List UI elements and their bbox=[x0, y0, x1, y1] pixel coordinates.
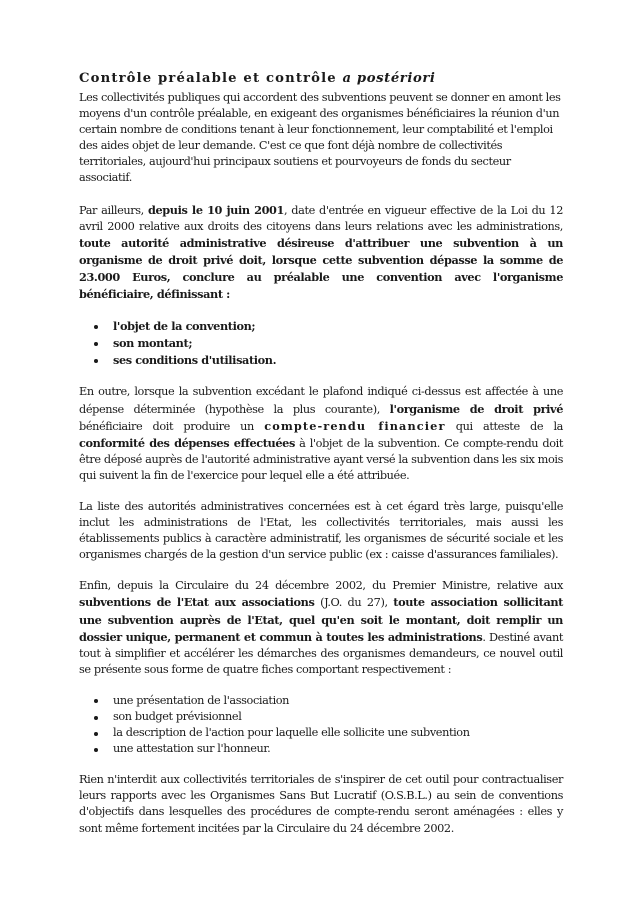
title-italic: a postériori bbox=[342, 71, 436, 86]
list-item: une présentation de l'association bbox=[113, 693, 563, 709]
p5-subventions-bold: subventions de l'Etat aux associations bbox=[79, 595, 315, 610]
p3-organisme-bold: l'organisme de droit privé bbox=[389, 401, 563, 416]
list-item: son budget prévisionnel bbox=[113, 709, 563, 725]
convention-list bbox=[79, 318, 563, 369]
paragraph-conclusion: Rien n'interdit aux collectivités territoriales de s'inspirer de cet outil pour contractualiser leurs rapports avec les Organismes Sans But Lucratif (O.S.B.L.) au sein de conventions d'objectifs dans lesquelles des procédures de compte-rendu seront aménagées : elles y sont même fortement incitées par la Circulaire du 24 décembre 2002. bbox=[79, 773, 563, 835]
list-item: l'objet de la convention; bbox=[113, 318, 563, 335]
fiches-list bbox=[79, 693, 563, 757]
list-item: ses conditions d'utilisation. bbox=[113, 352, 563, 369]
list-item: la description de l'action pour laquelle elle sollicite une subvention bbox=[113, 725, 563, 741]
p5-dossier-bold: toute association sollicitant une subvention auprès de l'Etat, quel qu'en soit le montant, doit remplir un dossier unique, permanent et commun à toutes les administrations bbox=[79, 595, 563, 644]
paragraph-compte-rendu: En outre, lorsque la subvention excédant le plafond indiqué ci-dessus est affectée à une dépense déterminée (hypothèse la plus courante), l'organisme de droit privé bénéficiaire doit produire un compte-rendu financier qui atteste de la conformité des dépenses effectuées à l'objet de la subvention. Ce compte-rendu doit être déposé auprès de l'autorité administrative ayant versé la subvention dans les six mois qui suivent la fin de l'exercice pour lequel elle a été attribuée. bbox=[79, 385, 564, 482]
paragraph-circulaire: Enfin, depuis la Circulaire du 24 décembre 2002, du Premier Ministre, relative aux subventions de l'Etat aux associations (J.O. du 27), toute association sollicitant une subvention auprès de l'Etat, quel qu'en soit le montant, doit remplir un dossier unique, permanent et commun à toutes les administrations. Destiné avant tout à simplifier et accélérer les démarches des organismes demandeurs, ce nouvel outil se présente sous forme de quatre fiches comportant respectivement : bbox=[79, 579, 563, 676]
p2-text-c: , date d'entrée en vigueur effective de la Loi du 12 avril 2000 relative aux droits des citoyens dans leurs relations avec les administrations, bbox=[79, 203, 564, 233]
title-main: Contrôle préalable et contrôle bbox=[79, 71, 343, 86]
paragraph-autorites: La liste des autorités administratives concernées est à cet égard très large, puisqu'elle inclut les administrations de l'Etat, les collectivités territoriales, mais aussi les établissements publics à caractère administratif, les organismes de sécurité sociale et les organismes chargés de la gestion d'un service public (ex : caisse d'assurances familiales). bbox=[79, 499, 563, 562]
p2-requirement-bold: toute autorité administrative désireuse d'attribuer une subvention à un organisme de droit privé doit, lorsque cette subvention dépasse la somme de 23.000 Euros, conclure au préalable une convention avec l'organisme bénéficiaire, définissant : bbox=[79, 235, 563, 302]
document-page bbox=[79, 70, 563, 852]
p2-text-a: Par ailleurs, bbox=[79, 203, 149, 217]
paragraph-convention bbox=[79, 202, 563, 304]
section-title bbox=[79, 70, 563, 88]
list-item: son montant; bbox=[113, 335, 563, 352]
paragraph-intro: Les collectivités publiques qui accordent des subventions peuvent se donner en amont les moyens d'un contrôle préalable, en exigeant des organismes bénéficiaires la réunion d'un certain nombre de conditions tenant à leur fonctionnement, leur comptabilité et l'emploi des aides objet de leur demande. C'est ce que font déjà nombre de collectivités territoriales, aujourd'hui principaux soutiens et pourvoyeurs de fonds du secteur associatif. bbox=[79, 91, 561, 185]
list-item: une attestation sur l'honneur. bbox=[113, 741, 563, 757]
p3-compte-rendu-bold: compte-rendu financier bbox=[264, 418, 446, 433]
p3-conformite-bold: conformité des dépenses effectuées bbox=[79, 435, 295, 450]
p2-date-bold: depuis le 10 juin 2001 bbox=[148, 202, 284, 217]
